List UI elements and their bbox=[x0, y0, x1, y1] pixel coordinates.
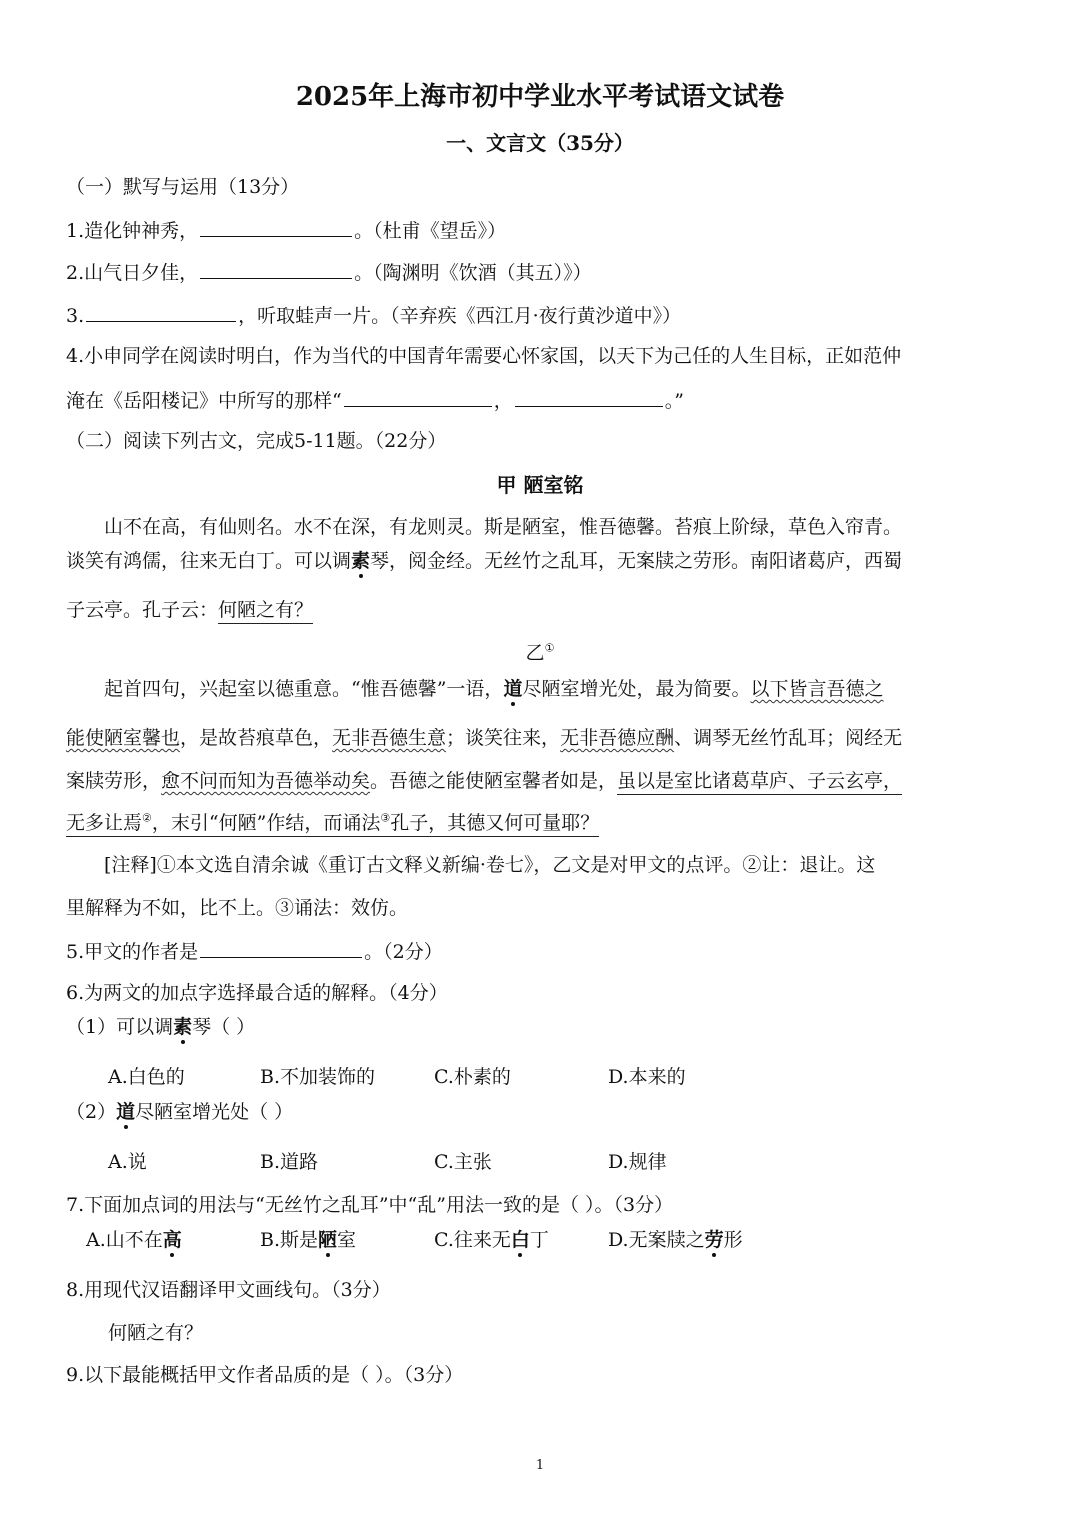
q1-text: 1.造化钟神秀， bbox=[66, 220, 199, 242]
yi-text: 无多让焉 bbox=[66, 812, 143, 834]
q3-text: ，听取蛙声一片。（辛弃疾《西江月·夜行黄沙道中》） bbox=[238, 305, 682, 327]
q7-option-c[interactable] bbox=[434, 1227, 549, 1253]
question-2 bbox=[66, 258, 592, 286]
q6-sub-text: 尽陋室增光处（ ） bbox=[135, 1101, 294, 1123]
jia-text: 谈笑有鸿儒，往来无白丁。可以调 bbox=[66, 550, 352, 572]
annotation-line2: 里解释为不如，比不上。③诵法：效仿。 bbox=[66, 897, 409, 919]
yi-title: 乙 bbox=[525, 642, 545, 664]
dotted-char: 道 bbox=[503, 678, 523, 700]
q6-sub-text: （1）可以调 bbox=[66, 1016, 174, 1038]
question-6-sub1 bbox=[66, 1014, 255, 1040]
q6-sub1-option-d[interactable]: D.本来的 bbox=[608, 1066, 686, 1088]
question-5 bbox=[66, 937, 443, 965]
yi-text: 。吾德之能使陋室馨者如是， bbox=[370, 770, 618, 792]
underlined-sentence: 何陋之有？ bbox=[218, 599, 313, 624]
q7-option-a[interactable] bbox=[86, 1227, 182, 1253]
wavy-underline-text: 能使陋室馨也 bbox=[66, 727, 181, 749]
dotted-char: 道 bbox=[116, 1101, 136, 1123]
annotation-line1: [注释]①本文选自清余诚《重订古文释义新编·卷七》，乙文是对甲文的点评。②让：退让。这 bbox=[104, 854, 876, 876]
option-text: B.斯是 bbox=[260, 1229, 319, 1251]
question-3 bbox=[66, 301, 681, 329]
q2-source: 。（陶渊明《饮酒（其五）》） bbox=[354, 262, 592, 284]
q3-number: 3. bbox=[66, 305, 85, 327]
q1-source: 。（杜甫《望岳》） bbox=[354, 220, 507, 242]
option-text: A.山不在 bbox=[86, 1229, 163, 1251]
wavy-underline-text: 无非吾德生意 bbox=[332, 727, 447, 749]
question-8: 8.用现代汉语翻译甲文画线句。（3分） bbox=[66, 1279, 391, 1301]
answer-blank[interactable] bbox=[200, 937, 362, 958]
dotted-char: 高 bbox=[162, 1229, 182, 1251]
q7-option-b[interactable] bbox=[260, 1227, 356, 1253]
yi-text: 起首四句，兴起室以德重意。“惟吾德馨”一语， bbox=[104, 678, 504, 700]
q6-sub1-option-a[interactable]: A.白色的 bbox=[108, 1066, 185, 1088]
wavy-underline-text: 无非吾德应酬 bbox=[560, 727, 675, 749]
text-yi-line4 bbox=[66, 810, 599, 836]
q4-comma: ， bbox=[493, 390, 513, 412]
question-6-sub2 bbox=[66, 1099, 293, 1125]
answer-blank[interactable] bbox=[344, 386, 492, 407]
question-1 bbox=[66, 216, 506, 244]
question-4-line2 bbox=[66, 386, 684, 414]
footnote-mark: ① bbox=[544, 641, 555, 655]
underlined-sentence: 虽以是室比诸葛草庐、子云玄亭， bbox=[617, 770, 902, 795]
underlined-sentence bbox=[66, 812, 599, 837]
text-yi-line1 bbox=[104, 676, 883, 702]
text-jia-line2 bbox=[66, 548, 902, 574]
text-yi-line2 bbox=[66, 725, 902, 751]
text-yi-line3 bbox=[66, 768, 902, 794]
wavy-underline-text: 愈不问而知为吾德举动矣 bbox=[161, 770, 371, 792]
q8-sentence: 何陋之有？ bbox=[108, 1322, 204, 1344]
q6-sub1-option-c[interactable]: C.朴素的 bbox=[434, 1066, 511, 1088]
answer-blank[interactable] bbox=[86, 301, 236, 322]
yi-text: 尽陋室增光处，最为简要。 bbox=[522, 678, 751, 700]
q6-sub2-option-b[interactable]: B.道路 bbox=[260, 1151, 319, 1173]
dotted-char: 素 bbox=[173, 1016, 193, 1038]
part2-heading: （二）阅读下列古文，完成5-11题。（22分） bbox=[66, 430, 447, 452]
question-6: 6.为两文的加点字选择最合适的解释。（4分） bbox=[66, 982, 448, 1004]
answer-blank[interactable] bbox=[515, 386, 663, 407]
footnote-mark: ② bbox=[142, 811, 152, 825]
jia-text: 子云亭。孔子云： bbox=[66, 599, 219, 621]
answer-blank[interactable] bbox=[200, 216, 352, 237]
section-heading: 一、文言文（35分） bbox=[446, 131, 634, 155]
q6-sub2-option-d[interactable]: D.规律 bbox=[608, 1151, 667, 1173]
yi-text: ；谈笑往来， bbox=[446, 727, 561, 749]
answer-blank[interactable] bbox=[200, 258, 352, 279]
option-text: C.往来无 bbox=[434, 1229, 511, 1251]
dotted-char: 劳 bbox=[704, 1229, 724, 1251]
q4-end: 。” bbox=[664, 390, 684, 412]
q6-sub-text: 琴（ ） bbox=[192, 1016, 256, 1038]
wavy-underline-text: 以下皆言吾德之 bbox=[750, 678, 884, 700]
dotted-char: 素 bbox=[351, 550, 371, 572]
option-text: 形 bbox=[723, 1229, 743, 1251]
option-text: 丁 bbox=[529, 1229, 549, 1251]
option-text: D.无案牍之 bbox=[608, 1229, 705, 1251]
yi-text: 、调琴无丝竹乱耳；阅经无 bbox=[674, 727, 903, 749]
q5-score: 。（2分） bbox=[364, 941, 443, 963]
yi-text: 案牍劳形， bbox=[66, 770, 162, 792]
text-jia-title: 甲 陋室铭 bbox=[496, 473, 584, 497]
page-number: 1 bbox=[535, 1458, 545, 1473]
part1-heading: （一）默写与运用（13分） bbox=[66, 176, 300, 198]
q6-sub2-option-a[interactable]: A.说 bbox=[108, 1151, 147, 1173]
text-yi-title bbox=[0, 640, 1080, 666]
q5-text: 5.甲文的作者是 bbox=[66, 941, 199, 963]
text-jia-line1: 山不在高，有仙则名。水不在深，有龙则灵。斯是陋室，惟吾德馨。苔痕上阶绿，草色入帘青。 bbox=[104, 516, 903, 538]
q6-sub1-option-b[interactable]: B.不加装饰的 bbox=[260, 1066, 376, 1088]
dotted-char: 陋 bbox=[318, 1229, 338, 1251]
yi-text: ，是故苔痕草色， bbox=[180, 727, 333, 749]
q7-option-d[interactable] bbox=[608, 1227, 743, 1253]
question-7: 7.下面加点词的用法与“无丝竹之乱耳”中“乱”用法一致的是（ ）。（3分） bbox=[66, 1194, 674, 1216]
q2-text: 2.山气日夕佳， bbox=[66, 262, 199, 284]
text-jia-line3 bbox=[66, 597, 313, 623]
q6-sub-text: （2） bbox=[66, 1101, 117, 1123]
question-4-line1: 4.小申同学在阅读时明白，作为当代的中国青年需要心怀家国，以天下为己任的人生目标，正如范仲 bbox=[66, 345, 902, 367]
footnote-mark: ③ bbox=[380, 811, 391, 825]
jia-text: 琴，阅金经。无丝竹之乱耳，无案牍之劳形。南阳诸葛庐，西蜀 bbox=[370, 550, 903, 572]
option-text: 室 bbox=[337, 1229, 357, 1251]
dotted-char: 白 bbox=[510, 1229, 530, 1251]
q4-text: 淹在《岳阳楼记》中所写的那样“ bbox=[66, 390, 342, 412]
yi-text: 孔子，其德又何可量耶？ bbox=[390, 812, 600, 834]
q6-sub2-option-c[interactable]: C.主张 bbox=[434, 1151, 492, 1173]
exam-title: 2025年上海市初中学业水平考试语文试卷 bbox=[295, 82, 785, 112]
yi-text: ，末引“何陋”作结，而诵法 bbox=[151, 812, 381, 834]
question-9: 9.以下最能概括甲文作者品质的是（ ）。（3分） bbox=[66, 1364, 464, 1386]
